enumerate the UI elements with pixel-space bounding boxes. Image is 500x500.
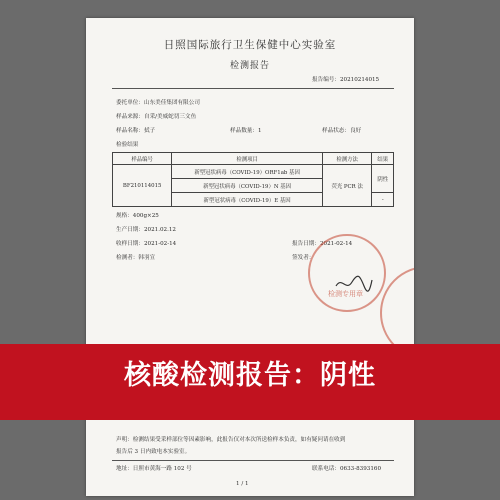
- method-cell: 荧光 PCR 法: [322, 165, 372, 207]
- sample-id-cell: BF210114015: [113, 165, 172, 207]
- statement-line-2: 报告后 3 日内致电本实验室。: [116, 449, 191, 455]
- result-table: [112, 152, 394, 207]
- footer-divider: [112, 460, 394, 461]
- production-date: 生产日期：2021.02.12: [116, 227, 176, 233]
- report-page: [86, 18, 414, 496]
- sample-source: 样品来源：自采/美威蛇切三文鱼: [116, 114, 197, 120]
- page-number: 1 / 1: [236, 481, 249, 487]
- report-number: 报告编号：20210214015: [312, 77, 380, 83]
- client: 委托单位：山东美佳集团有限公司: [116, 100, 200, 106]
- header-test-item: 检测项目: [172, 153, 323, 165]
- result-heading: 检验结果: [116, 142, 139, 148]
- header-result: 结果: [372, 153, 394, 165]
- test-item-cell: 新型冠状病毒（COVID-19）N 基因: [172, 179, 323, 193]
- header-sample-id: 样品编号: [113, 153, 172, 165]
- table-header-row: [113, 153, 394, 165]
- address: 地址：日照市黄海一路 102 号: [116, 466, 192, 472]
- institution-title: 日照国际旅行卫生保健中心实验室: [163, 39, 337, 51]
- header-method: 检测方法: [322, 153, 372, 165]
- phone: 联系电话：0633-8393160: [312, 466, 382, 472]
- banner-text: 核酸检测报告：阴性: [124, 360, 376, 391]
- sample-name: 样品名称：拭子: [116, 128, 156, 134]
- table-row: [113, 165, 394, 179]
- result-cell: 阴性: [372, 165, 394, 193]
- approver: 签发者：: [292, 255, 315, 261]
- sample-quantity: 样品数量：1: [230, 128, 262, 134]
- statement-line-1: 声明：检测结果受采样部位等因素影响，此报告仅对本次所送检样本负责，如有疑问请在收到: [116, 437, 346, 443]
- stamp-label: 检测专用章: [328, 290, 363, 298]
- report-date: 报告日期：2021-02-14: [292, 241, 353, 247]
- handwritten-signature: [334, 272, 374, 294]
- sample-status: 样品状态：良好: [322, 128, 362, 134]
- test-item-cell: 新型冠状病毒（COVID-19）E 基因: [172, 193, 323, 207]
- header-divider: [112, 88, 394, 89]
- report-title: 检测报告: [229, 61, 270, 71]
- dash-cell: -: [372, 193, 394, 207]
- specification: 规格：400g×25: [116, 213, 159, 219]
- inspector: 检测者：韩羽宣: [116, 255, 156, 261]
- test-item-cell: 新型冠状病毒（COVID-19）ORF1ab 基因: [172, 165, 323, 179]
- receipt-date: 收样日期：2021-02-14: [116, 241, 177, 247]
